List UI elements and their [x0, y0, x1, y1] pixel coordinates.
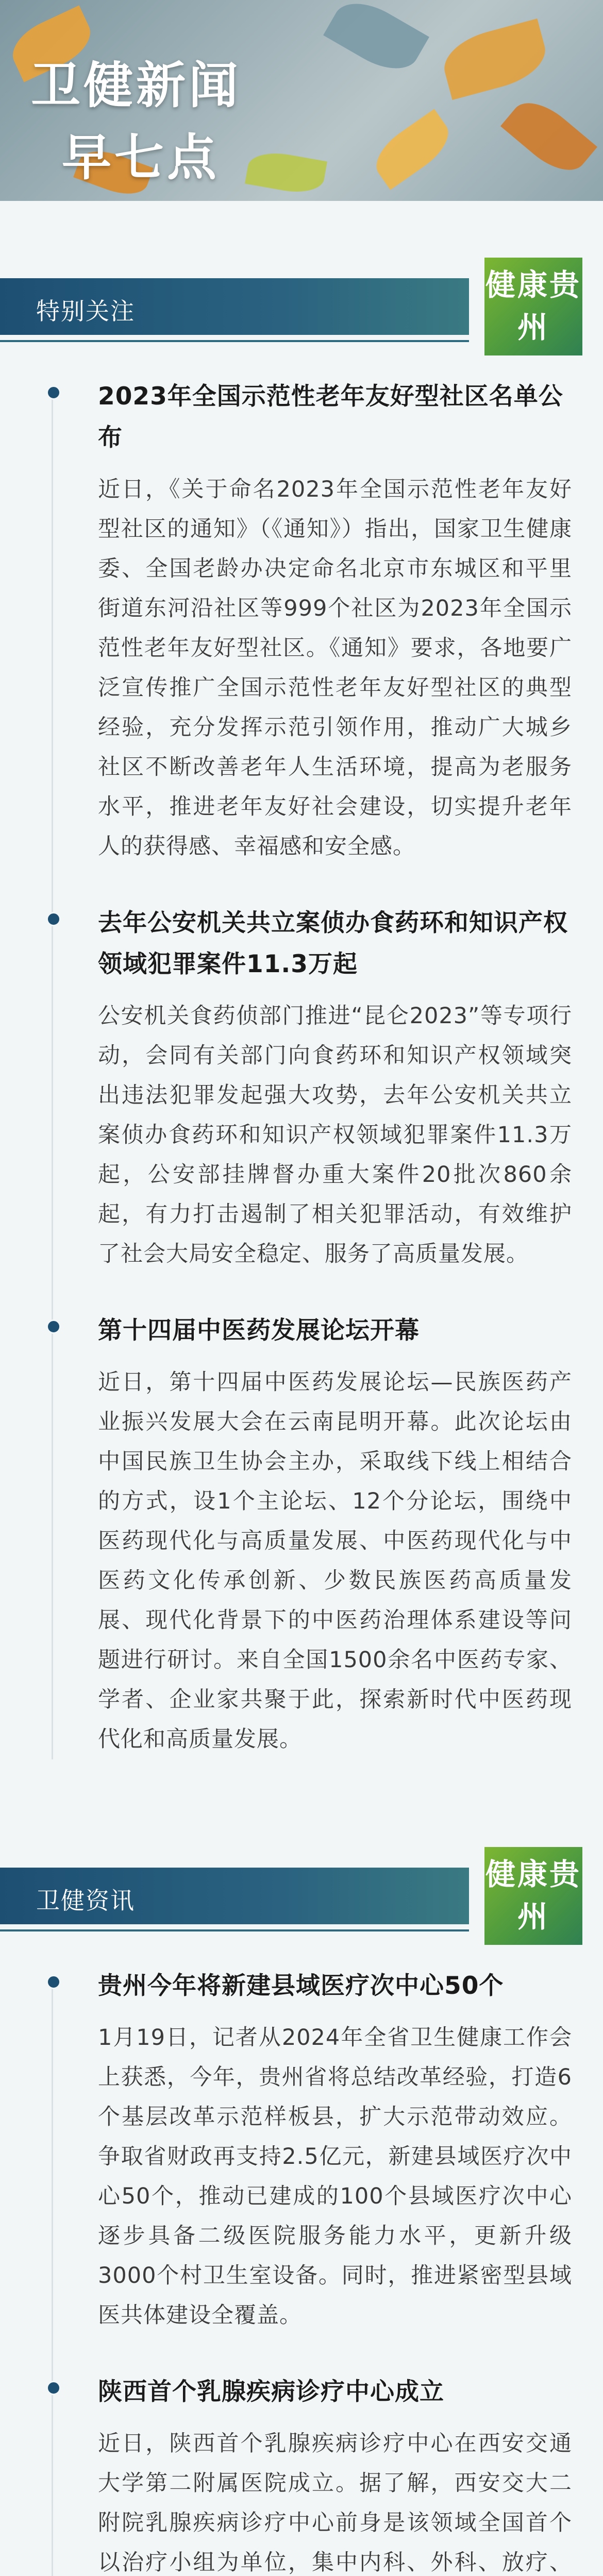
health-guizhou-badge: 健康贵州: [484, 1847, 582, 1945]
section-title-bar: [0, 278, 469, 335]
timeline-dot: [46, 1319, 61, 1334]
news-title: 贵州今年将新建县域医疗次中心50个: [98, 1972, 504, 2000]
divider: [0, 1929, 469, 1931]
autumn-leaf-image: [245, 148, 327, 197]
news-item: [0, 2371, 603, 2576]
hero-banner: [0, 0, 603, 201]
autumn-leaf-image: [500, 91, 597, 182]
news-timeline: [0, 376, 603, 1759]
news-body: 近日，《关于命名2023年全国示范性老年友好型社区的通知》（《通知》）指出，国家卫生健康委、全国老龄办决定命名北京市东城区和平里街道东河沿社区等999个社区为2023年全国示范性老年友好型社区。《通知》要求，各地要广泛宣传推广全国示范性老年友好型社区的典型经验，充分发挥示范引领作用，推动广大城乡社区不断改善老年人生活环境，提高为老服务水平，推进老年友好社会建设，切实提升老年人的获得感、幸福感和安全感。: [98, 477, 572, 859]
news-item: [0, 1965, 603, 2335]
news-item: [0, 903, 603, 1274]
news-title: 陕西首个乳腺疾病诊疗中心成立: [98, 2378, 444, 2406]
news-body: 1月19日，记者从2024年全省卫生健康工作会上获悉，今年，贵州省将总结改革经验，打造6个基层改革示范样板县，扩大示范带动效应。争取省财政再支持2.5亿元，新建县域医疗次中心50个，推动已建成的100个县域医疗次中心逐步具备二级医院服务能力水平，更新升级3000个村卫生室设备。同时，推进紧密型县域医共体建设全覆盖。: [98, 2025, 572, 2328]
health-guizhou-badge: 健康贵州: [484, 258, 582, 355]
news-body: 公安机关食药侦部门推进“昆仑2023”等专项行动，会同有关部门向食药环和知识产权领域突出违法犯罪发起强大攻势，去年公安机关共立案侦办食药环和知识产权领域犯罪案件11.3万起，公安部挂牌督办重大案件20批次860余起，有力打击遏制了相关犯罪活动，有效维护了社会大局安全稳定、服务了高质量发展。: [98, 1003, 572, 1267]
timeline-dot: [46, 2381, 61, 2395]
timeline-dot: [46, 1975, 61, 1989]
autumn-leaf-image: [323, 0, 429, 81]
section-title: 卫健资讯: [36, 1887, 135, 1914]
banner-title-line2: 早七点: [62, 129, 220, 187]
timeline-dot: [46, 385, 61, 400]
news-title: 去年公安机关共立案侦办食药环和知识产权领域犯罪案件11.3万起: [98, 909, 568, 978]
news-timeline: [0, 1965, 603, 2576]
news-body: 近日，第十四届中医药发展论坛—民族医药产业振兴发展大会在云南昆明开幕。此次论坛由中国民族卫生协会主办，采取线下线上相结合的方式，设1个主论坛、12个分论坛，围绕中医药现代化与高质量发展、中医药现代化与中医药文化传承创新、少数民族医药高质量发展、现代化背景下的中医药治理体系建设等问题进行研讨。来自全国1500余名中医药专家、学者、企业家共聚于此，探索新时代中医药现代化和高质量发展。: [98, 1369, 572, 1752]
divider: [0, 340, 469, 342]
section-title: 特别关注: [36, 297, 135, 325]
section-title-bar: [0, 1868, 469, 1924]
section-header: [0, 258, 603, 350]
section-header: [0, 1847, 603, 1940]
autumn-leaf-image: [438, 19, 552, 100]
news-item: [0, 1310, 603, 1759]
news-title: 第十四届中医药发展论坛开幕: [98, 1316, 420, 1345]
banner-title-line1: 卫健新闻: [31, 57, 241, 114]
news-body: 近日，陕西首个乳腺疾病诊疗中心在西安交通大学第二附属医院成立。据了解，西安交大二附院乳腺疾病诊疗中心前身是该领域全国首个以治疗小组为单位，集中内科、外科、放疗、: [98, 2431, 572, 2575]
autumn-leaf-image: [367, 109, 458, 190]
news-title: 2023年全国示范性老年友好型社区名单公布: [98, 382, 563, 452]
timeline-dot: [46, 912, 61, 926]
news-item: [0, 376, 603, 867]
